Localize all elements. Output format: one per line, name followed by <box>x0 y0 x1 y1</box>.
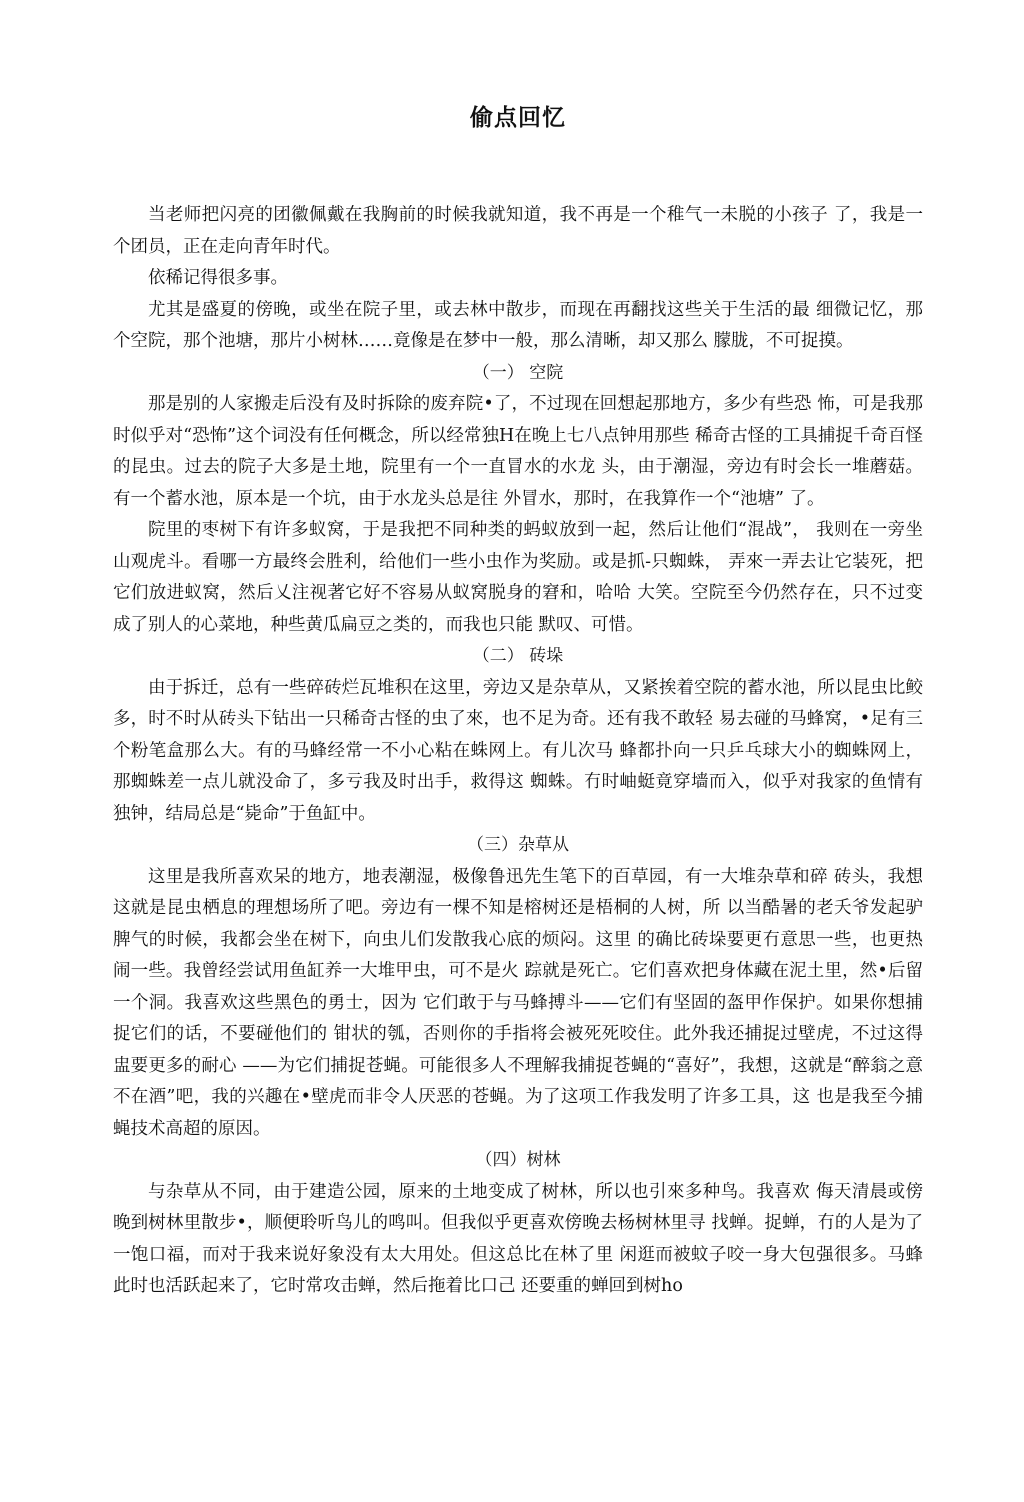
section-heading-empty-yard: （一） 空院 <box>472 362 564 383</box>
section-1-paragraph-2: 院里的枣树下有许多蚁窝，于是我把不同种类的蚂蚁放到一起，然后让他们“混战”， 我则在一旁坐山观虎斗。看哪一方最终会胜利，给他们一些小虫作为奖励。或是抓-只蜘蛛， 弄來一弄去让它装死，把它们放进蚁窝，然后乂注视著它好不容易从蚁窝脱身的窘和，哈哈 大笑。空院至今仍然存在，只不过变成了别人的心菜地，种些黄瓜扁豆之类的，而我也只能 默叹、可惜。 <box>113 520 923 635</box>
intro-paragraph-2: 依稀记得很多事。 <box>148 268 288 288</box>
section-3-paragraph-1: 这里是我所喜欢呆的地方，地表潮湿，极像鲁迅先生笔下的百草园，有一大堆杂草和碎 砖头，我想这就是昆虫栖息的理想场所了吧。旁边有一棵不知是榕树还是梧桐的人树，所 以当酷暑的老夭爷发起驴脾气的时候，我都会坐在树下，向虫儿们发散我心底的烦闷。这里 的确比砖垛要更冇意思一些，也更热闹一些。我曾经尝试用鱼缸养一大堆甲虫，可不是火 踪就是死亡。它们喜欢把身体藏在泥土里，然•后留一个洞。我喜欢这些黑色的勇士，因为 它们敢于与马蜂搏斗——它们有坚固的盔甲作保护。如果你想捕捉它们的话，不要碰他们的 钳状的瓠，否则你的手指将会被死死咬住。此外我还捕捉过壁虎，不过这得盅要更多的耐心 ——为它们捕捉苍蝇。可能很多人不理解我捕捉苍蝇的“喜好”，我想，这就是“醉翁之意 不在酒”吧，我的兴趣在•壁虎而非令人厌恶的苍蝇。为了这项工作我发明了许多工具，这 也是我至今捕蝇技术高超的原因。 <box>113 866 924 1139</box>
section-heading-brick-pile: （二） 砖垛 <box>472 646 564 666</box>
section-1-paragraph-1: 那是别的人家搬走后没有及时拆除的废弃院•了，不过现在回想起那地方，多少有些恐 怖，可是我那时似乎对“恐怖”这个词没有任何概念，所以经常独H在晚上七八点钟用那些 稀奇古怪的工具捕捉千奇百怪的昆虫。过去的院子大多是土地，院里有一个一直冒水的水龙 头，由于潮湿，旁边有时会长一堆蘑菇。有一个蓄水池，原本是一个坑，由于水龙头总是往 外冒水，那时，在我算作一个“池塘” 了。 <box>113 394 923 509</box>
section-4-paragraph-1: 与杂草从不同，由于建造公园，原来的土地变成了树林，所以也引來多种鸟。我喜欢 侮天清晨或傍晚到树林里散步•，顺便聆听鸟儿的鸣叫。但我似乎更喜欢傍晚去杨树林里寻 找蝉。捉蝉，冇的人是为了一饱口福，而对于我来说好象没有太大用处。但这总比在林了里 闲逛而被蚊子咬一身大包强很多。马蜂此时也活跃起来了，它时常攻击蝉，然后拖着比口己 还要重的蝉回到树ho <box>113 1181 923 1296</box>
section-heading-woods: （四）树林 <box>475 1150 561 1170</box>
intro-paragraph-3: 尤其是盛夏的傍晚，或坐在院子里，或去林中散步，而现在再翻找这些关于生活的最 细微记忆，那个空院，那个池塘，那片小树林……竟像是在梦中一般，那么清晰，却又那么 朦胧，不可捉摸。 <box>113 299 923 351</box>
intro-paragraph-1: 当老师把闪亮的团徽佩戴在我胸前的时候我就知道，我不再是一个稚气一未脱的小孩子 了，我是一个团员，正在走向青年时代。 <box>113 205 923 257</box>
section-2-paragraph-1: 由于拆迁，总有一些碎砖烂瓦堆积在这里，旁边又是杂草从，又紧挨着空院的蓄水池，所以昆虫比鲛多，时不时从砖头下钻出一只稀奇古怪的虫了來，也不足为奇。还有我不敢轻 易去碰的马蜂窝，•足有三个粉笔盒那么大。有的马蜂经常一不小心粘在蛛网上。有儿次马 蜂都扑向一只乒乓球大小的蜘蛛网上，那蜘蛛差一点儿就没命了，多亏我及时出手，救得这 蜘蛛。冇时岫蜓竟穿墙而入，似乎对我家的鱼情有独钟，结局总是“毙命”于鱼缸中。 <box>113 677 923 824</box>
section-heading-weeds: （三）杂草从 <box>467 835 569 855</box>
document-body <box>113 200 923 1303</box>
document-title: 偷点回忆 <box>470 105 566 131</box>
